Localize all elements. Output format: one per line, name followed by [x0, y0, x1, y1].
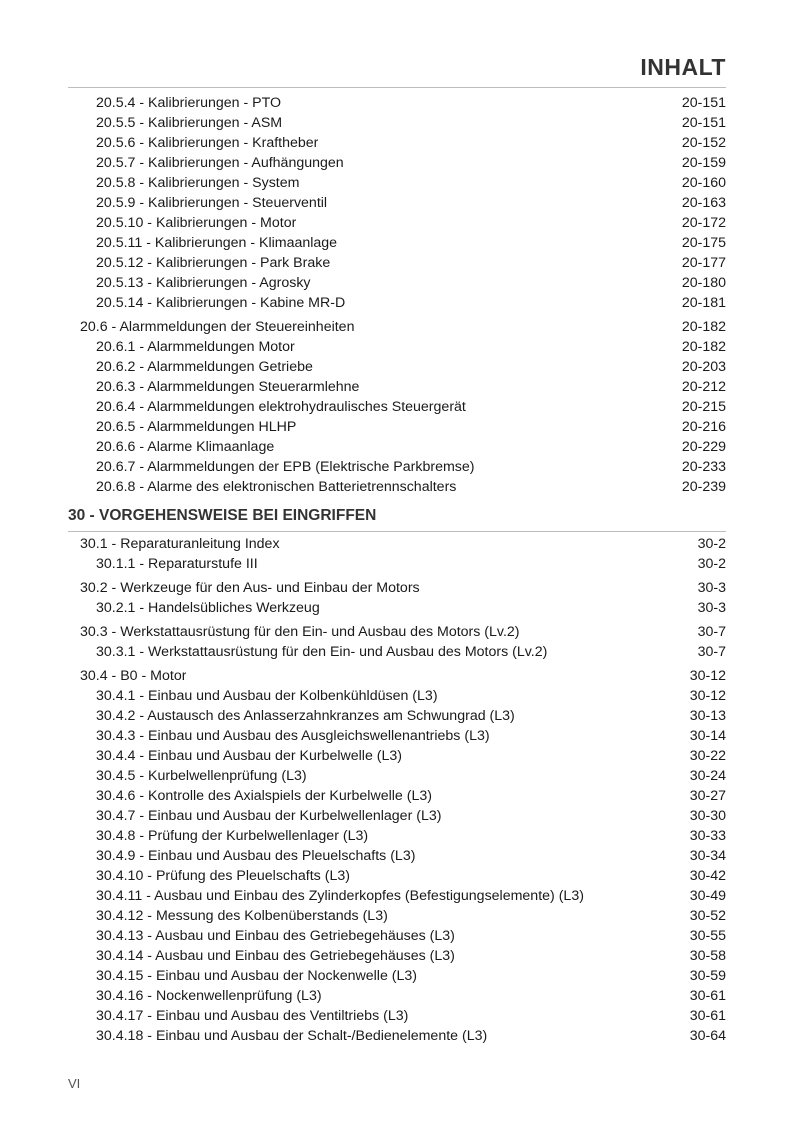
toc-entry-title: 30.3 - Werkstattausrüstung für den Ein- und Ausbau des Motors (Lv.2) [80, 624, 520, 640]
toc-entry-title: 20.5.10 - Kalibrierungen - Motor [96, 215, 297, 231]
toc-entry-title: 20.5.11 - Kalibrierungen - Klimaanlage [96, 235, 338, 251]
toc-entry-title: 20.6.6 - Alarme Klimaanlage [96, 439, 275, 455]
toc-entry-title: 30.4.16 - Nockenwellenprüfung (L3) [96, 988, 322, 1004]
toc-entry-page: 30-52 [689, 908, 726, 924]
toc-chapter-heading[interactable]: 30 - VORGEHENSWEISE BEI EINGRIFFEN [68, 507, 377, 524]
toc-entry[interactable] [68, 437, 726, 457]
toc-entry-page: 20-152 [681, 135, 726, 151]
toc-entry-title: 20.5.5 - Kalibrierungen - ASM [96, 115, 283, 131]
toc-entry-title: 20.6.4 - Alarmmeldungen elektrohydraulisches Steuergerät [96, 399, 466, 415]
toc-entry-title: 30.4.10 - Prüfung des Pleuelschafts (L3) [96, 868, 350, 884]
toc-entry[interactable] [68, 337, 726, 357]
toc-entry-page: 20-151 [681, 95, 726, 111]
toc-entry-page: 30-12 [689, 688, 726, 704]
toc-entry[interactable] [68, 193, 726, 213]
toc-entry-page: 20-212 [681, 379, 726, 395]
toc-entry[interactable] [68, 746, 726, 766]
toc-entry-page: 20-233 [681, 459, 726, 475]
toc-entry[interactable] [68, 153, 726, 173]
toc-entry[interactable] [68, 642, 726, 662]
toc-entry-page: 30-24 [689, 768, 726, 784]
toc-entry[interactable] [68, 113, 726, 133]
toc-entry[interactable] [68, 273, 726, 293]
toc-entry[interactable] [68, 706, 726, 726]
toc-entry-page: 30-61 [689, 1008, 726, 1024]
toc-entry[interactable] [68, 986, 726, 1006]
toc-entry[interactable] [68, 906, 726, 926]
toc-entry[interactable] [68, 926, 726, 946]
toc-entry-title: 30.4.8 - Prüfung der Kurbelwellenlager (L3) [96, 828, 369, 844]
toc-entry[interactable] [68, 726, 726, 746]
toc-entry-title: 30.4.18 - Einbau und Ausbau der Schalt-/Bedienelemente (L3) [96, 1028, 488, 1044]
toc-entry-title: 30.4.15 - Einbau und Ausbau der Nockenwelle (L3) [96, 968, 418, 984]
toc-entry[interactable] [68, 598, 726, 618]
toc-entry-title: 20.5.4 - Kalibrierungen - PTO [96, 95, 282, 111]
toc-entry-page: 30-2 [697, 556, 726, 572]
toc-section-entry[interactable] [68, 317, 726, 337]
toc-entry[interactable] [68, 417, 726, 437]
toc-entry[interactable] [68, 886, 726, 906]
toc-entry-page: 30-33 [689, 828, 726, 844]
toc-entry-page: 20-180 [681, 275, 726, 291]
toc-entry[interactable] [68, 846, 726, 866]
toc-entry-title: 20.6.1 - Alarmmeldungen Motor [96, 339, 295, 355]
toc-entry-title: 20.5.6 - Kalibrierungen - Kraftheber [96, 135, 319, 151]
toc-entry-page: 30-3 [697, 600, 726, 616]
toc-entry-title: 20.5.13 - Kalibrierungen - Agrosky [96, 275, 311, 291]
toc-entry-page: 20-172 [681, 215, 726, 231]
toc-entry-page: 30-59 [689, 968, 726, 984]
toc-entry-title: 20.6 - Alarmmeldungen der Steuereinheiten [80, 319, 355, 335]
toc-entry-title: 30.4.4 - Einbau und Ausbau der Kurbelwelle (L3) [96, 748, 403, 764]
toc-entry-title: 20.5.7 - Kalibrierungen - Aufhängungen [96, 155, 344, 171]
toc-entry[interactable] [68, 457, 726, 477]
toc-entry[interactable] [68, 397, 726, 417]
toc-entry-page: 30-34 [689, 848, 726, 864]
toc-entry[interactable] [68, 477, 726, 497]
toc-entry[interactable] [68, 554, 726, 574]
toc-entry-page: 30-13 [689, 708, 726, 724]
toc-entry-page: 20-151 [681, 115, 726, 131]
toc-section-entry[interactable] [68, 666, 726, 686]
toc-entry[interactable] [68, 866, 726, 886]
toc-entry-title: 30.1.1 - Reparaturstufe III [96, 556, 258, 572]
toc-entry-page: 20-216 [681, 419, 726, 435]
toc-entry-page: 20-203 [681, 359, 726, 375]
toc-entry-title: 30.4 - B0 - Motor [80, 668, 187, 684]
toc-entry-page: 30-22 [689, 748, 726, 764]
toc-entry-title: 30.4.11 - Ausbau und Einbau des Zylinderkopfes (Befestigungselemente) (L3) [96, 888, 584, 904]
toc-entry[interactable] [68, 173, 726, 193]
header-divider [68, 87, 726, 88]
toc-entry-page: 20-215 [681, 399, 726, 415]
toc-entry-title: 30.4.17 - Einbau und Ausbau des Ventiltriebs (L3) [96, 1008, 409, 1024]
toc-entry-page: 30-61 [689, 988, 726, 1004]
toc-entry-page: 20-159 [681, 155, 726, 171]
toc-entry-title: 30.1 - Reparaturanleitung Index [80, 536, 280, 552]
toc-entry-page: 20-181 [681, 295, 726, 311]
toc-section-entry[interactable] [68, 622, 726, 642]
toc-entry-page: 20-182 [681, 319, 726, 335]
toc-entry-page: 30-27 [689, 788, 726, 804]
toc-entry-title: 30.2.1 - Handelsübliches Werkzeug [96, 600, 320, 616]
toc-section-entry[interactable] [68, 578, 726, 598]
toc-entry[interactable] [68, 966, 726, 986]
toc-entry-title: 20.5.14 - Kalibrierungen - Kabine MR-D [96, 295, 346, 311]
toc-entry-title: 30.4.1 - Einbau und Ausbau der Kolbenkühldüsen (L3) [96, 688, 438, 704]
toc-entry-title: 30.3.1 - Werkstattausrüstung für den Ein- und Ausbau des Motors (Lv.2) [96, 644, 548, 660]
chapter-divider [68, 531, 726, 532]
toc-entry[interactable] [68, 806, 726, 826]
toc-entry[interactable] [68, 1026, 726, 1046]
toc-entry[interactable] [68, 293, 726, 313]
page-title: INHALT [640, 54, 726, 80]
toc-entry[interactable] [68, 133, 726, 153]
toc-entry-title: 30.4.2 - Austausch des Anlasserzahnkranzes am Schwungrad (L3) [96, 708, 515, 724]
toc-entry[interactable] [68, 686, 726, 706]
toc-entry-page: 30-12 [689, 668, 726, 684]
toc-entry-page: 30-55 [689, 928, 726, 944]
toc-entry-page: 30-2 [697, 536, 726, 552]
toc-entry[interactable] [68, 253, 726, 273]
toc-entry-page: 20-160 [681, 175, 726, 191]
toc-entry-title: 20.6.2 - Alarmmeldungen Getriebe [96, 359, 313, 375]
toc-entry-title: 30.4.3 - Einbau und Ausbau des Ausgleichswellenantriebs (L3) [96, 728, 490, 744]
toc-entry-page: 20-175 [681, 235, 726, 251]
toc-entry-title: 20.5.8 - Kalibrierungen - System [96, 175, 300, 191]
toc-entry-page: 30-64 [689, 1028, 726, 1044]
toc-entry-title: 30.4.6 - Kontrolle des Axialspiels der Kurbelwelle (L3) [96, 788, 432, 804]
toc-entry-page: 30-42 [689, 868, 726, 884]
toc-entry-title: 30.4.12 - Messung des Kolbenüberstands (L3) [96, 908, 388, 924]
toc-entry[interactable] [68, 357, 726, 377]
toc-entry-title: 20.6.3 - Alarmmeldungen Steuerarmlehne [96, 379, 360, 395]
toc-entry-page: 20-229 [681, 439, 726, 455]
toc-entry[interactable] [68, 766, 726, 786]
toc-entry[interactable] [68, 826, 726, 846]
toc-entry-page: 30-30 [689, 808, 726, 824]
toc-entry[interactable] [68, 213, 726, 233]
toc-entry-title: 20.6.7 - Alarmmeldungen der EPB (Elektrische Parkbremse) [96, 459, 475, 475]
toc-entry[interactable] [68, 93, 726, 113]
toc-entry-page: 20-182 [681, 339, 726, 355]
toc-entry-page: 20-177 [681, 255, 726, 271]
toc-entry-title: 30.4.13 - Ausbau und Einbau des Getriebegehäuses (L3) [96, 928, 455, 944]
toc-entry-page: 30-49 [689, 888, 726, 904]
toc-section-entry[interactable] [68, 534, 726, 554]
toc-entry-title: 30.4.5 - Kurbelwellenprüfung (L3) [96, 768, 307, 784]
toc-entry[interactable] [68, 786, 726, 806]
toc-entry[interactable] [68, 377, 726, 397]
toc-entry-title: 30.2 - Werkzeuge für den Aus- und Einbau der Motors [80, 580, 420, 596]
toc-entry-page: 20-163 [681, 195, 726, 211]
toc-entry-page: 30-58 [689, 948, 726, 964]
toc-entry-title: 30.4.9 - Einbau und Ausbau des Pleuelschafts (L3) [96, 848, 416, 864]
toc-entry-page: 30-7 [697, 644, 726, 660]
toc-entry-title: 20.5.9 - Kalibrierungen - Steuerventil [96, 195, 328, 211]
toc-entry[interactable] [68, 233, 726, 253]
toc-entry-title: 20.6.8 - Alarme des elektronischen Batterietrennschalters [96, 479, 457, 495]
page-number: VI [68, 1076, 81, 1091]
table-of-contents [68, 93, 726, 1046]
toc-entry-title: 20.6.5 - Alarmmeldungen HLHP [96, 419, 297, 435]
toc-entry-title: 30.4.14 - Ausbau und Einbau des Getriebegehäuses (L3) [96, 948, 455, 964]
toc-entry-page: 30-3 [697, 580, 726, 596]
toc-entry-page: 30-14 [689, 728, 726, 744]
toc-entry-page: 30-7 [697, 624, 726, 640]
toc-entry[interactable] [68, 946, 726, 966]
toc-entry-title: 20.5.12 - Kalibrierungen - Park Brake [96, 255, 331, 271]
toc-entry[interactable] [68, 1006, 726, 1026]
toc-entry-page: 20-239 [681, 479, 726, 495]
toc-entry-title: 30.4.7 - Einbau und Ausbau der Kurbelwellenlager (L3) [96, 808, 442, 824]
